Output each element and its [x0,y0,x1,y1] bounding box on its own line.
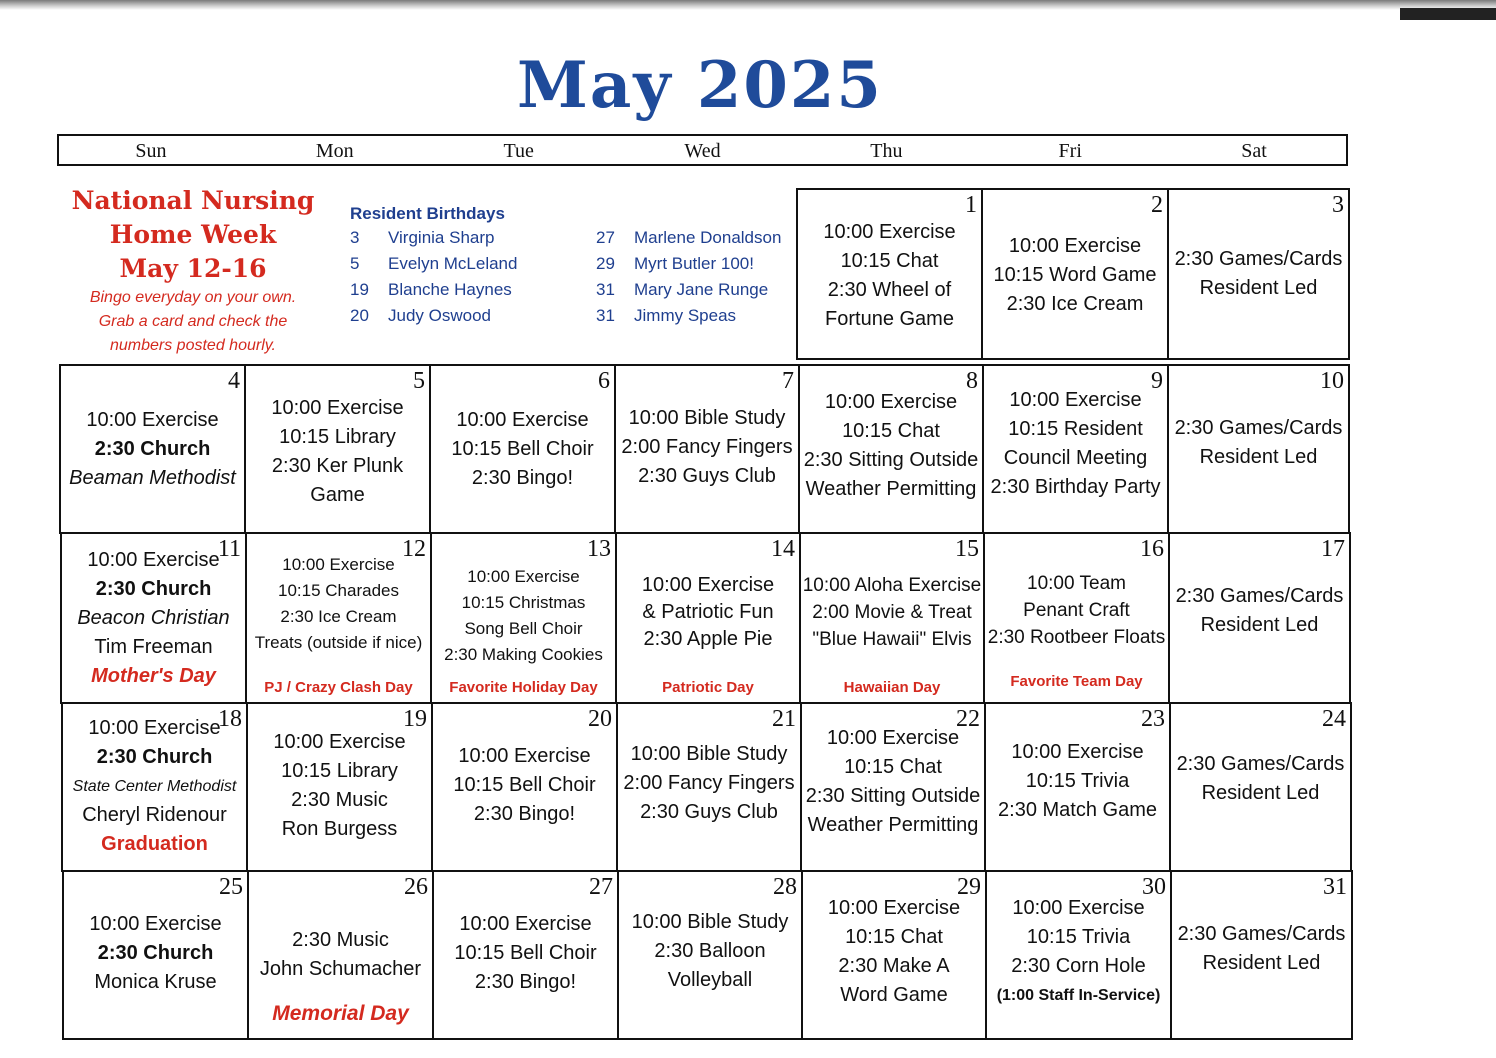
birthday-name: Judy Oswood [388,306,491,325]
event-line: 10:00 Exercise [826,727,960,749]
note-line: Grab a card and check the [98,313,288,330]
event-line: 10:00 Bible Study [631,911,789,933]
event-line: Weather Permitting [805,478,977,500]
event-line: 2:30 Church [95,578,212,600]
day-cell-31 [1170,870,1353,1040]
day-cell-23 [984,702,1171,872]
day-cell-3 [1167,188,1350,360]
day-events [617,572,799,653]
event-line: Tim Freeman [94,636,213,658]
day-events [62,546,245,691]
day-events [986,738,1169,825]
weekday-sat: Sat [1241,140,1267,162]
birthday-day: 3 [350,228,360,247]
day-events [1171,750,1350,808]
event-line: 2:30 Games/Cards [1175,585,1344,607]
birthday-entry [350,306,491,326]
birthday-day: 5 [350,254,360,273]
event-line: 2:00 Fancy Fingers [623,772,795,794]
day-cell-13 [430,532,617,704]
event-line: 2:30 Birthday Party [990,476,1161,498]
event-line: Resident Led [1199,277,1318,299]
event-line: Resident Led [1202,952,1321,974]
birthday-entry [596,228,781,248]
birthday-name: Marlene Donaldson [634,228,782,247]
theme-day-label: Patriotic Day [662,679,754,696]
event-line: 10:15 Library [281,760,398,782]
birthday-entry [350,254,517,274]
event-line: Word Game [840,984,948,1006]
event-line: 2:30 Apple Pie [643,628,773,650]
event-line: Cheryl Ridenour [82,804,227,826]
day-events [63,714,246,859]
event-line: John Schumacher [259,958,422,980]
theme-day-label: Hawaiian Day [843,679,941,696]
day-number: 24 [1322,706,1346,732]
day-number: 9 [1151,368,1163,394]
day-cell-19 [246,702,433,872]
day-cell-9 [982,364,1169,534]
event-line: 10:00 Team [1027,573,1126,594]
scan-mark [1400,8,1496,20]
event-line: 10:15 Bell Choir [453,774,596,796]
event-line: 10:00 Exercise [87,549,220,571]
birthday-entry [596,254,754,274]
event-line: Beaman Methodist [69,467,236,489]
day-events [1169,245,1348,303]
holiday-label: Mother's Day [91,665,216,687]
banner-line: May 12-16 [119,254,267,283]
event-line: 10:00 Exercise [467,567,580,586]
day-events [434,910,617,997]
event-line: 10:15 Resident [1008,418,1143,440]
day-events [802,724,984,840]
birthday-name: Virginia Sharp [388,228,495,247]
event-line: 10:15 Chat [842,420,940,442]
theme-day-label: Favorite Holiday Day [449,679,598,696]
event-line: 2:30 Games/Cards [1174,417,1343,439]
event-line: 2:30 Wheel of [827,279,952,301]
event-line: 2:30 Guys Club [640,801,778,823]
day-events [246,394,429,510]
banner-line: Home Week [109,220,277,249]
event-line: 2:30 Music [292,929,389,951]
event-line: 2:30 Ice Cream [1006,293,1144,315]
day-cell-28 [617,870,803,1040]
event-line: 10:00 Exercise [641,574,775,596]
intro-block [58,180,796,360]
day-number: 23 [1141,706,1165,732]
day-number: 7 [782,368,794,394]
birthday-day: 31 [596,306,615,325]
day-number: 11 [217,536,241,562]
event-line: 10:00 Exercise [273,731,406,753]
day-cell-27 [432,870,619,1040]
event-line: 10:00 Exercise [1011,741,1144,763]
event-line: Ron Burgess [281,818,398,840]
event-line: Game [310,484,365,506]
event-line: 2:30 Church [94,438,211,460]
event-line: 2:30 Games/Cards [1177,923,1346,945]
day-number: 18 [218,706,242,732]
birthday-entry [350,280,512,300]
birthdays-title: Resident Birthdays [350,204,505,223]
day-events [431,406,614,493]
theme-day-label: PJ / Crazy Clash Day [264,679,413,696]
birthday-entry [596,306,736,326]
day-events [985,570,1168,651]
day-events [800,388,982,504]
event-line: "Blue Hawaii" Elvis [812,629,972,650]
day-cell-18 [61,702,248,872]
event-line: 2:30 Balloon [654,940,766,962]
calendar-title: May 2025 [517,48,883,123]
event-line: 10:00 Exercise [1009,389,1142,411]
holiday-label: Graduation [101,833,208,855]
day-cell-17 [1168,532,1351,704]
event-line: 2:30 Guys Club [638,465,776,487]
event-line: 10:00 Bible Study [628,407,786,429]
day-events [433,742,616,829]
event-line: 2:30 Church [96,746,213,768]
day-cell-8 [798,364,984,534]
day-cell-30 [985,870,1172,1040]
day-cell-25 [62,870,249,1040]
event-line: 2:30 Make A [838,955,950,977]
birthday-name: Evelyn McLeland [388,254,518,273]
birthday-day: 29 [596,254,615,273]
event-line: 10:00 Aloha Exercise [802,575,982,596]
day-number: 1 [965,192,977,218]
day-cell-1 [796,188,983,360]
day-number: 15 [955,536,979,562]
day-number: 4 [228,368,240,394]
event-line: Song Bell Choir [464,619,583,638]
day-cell-2 [981,188,1169,360]
day-events [984,386,1167,502]
day-cell-22 [800,702,986,872]
birthday-day: 20 [350,306,369,325]
day-events [983,232,1167,319]
weekday-fri: Fri [1058,140,1082,162]
day-number: 31 [1323,874,1347,900]
banner-line: National Nursing [71,186,315,215]
day-number: 6 [598,368,610,394]
birthday-entry [596,280,768,300]
day-cell-16 [983,532,1170,704]
event-line: 10:15 Chat [844,756,942,778]
event-line: Volleyball [667,969,753,991]
day-number: 5 [413,368,425,394]
day-events [247,552,430,656]
theme-day-label: Favorite Team Day [1010,673,1143,690]
day-events [249,926,432,984]
day-events [432,564,615,668]
day-events [616,404,798,491]
day-number: 17 [1321,536,1345,562]
event-line: 10:15 Trivia [1025,770,1130,792]
event-line: 10:15 Chat [845,926,943,948]
event-line: 10:00 Bible Study [630,743,788,765]
event-line: 10:00 Exercise [282,555,395,574]
event-line: 10:15 Bell Choir [451,438,594,460]
day-events [64,910,247,997]
weekday-wed: Wed [684,140,721,162]
event-line: Resident Led [1200,614,1319,636]
day-events [1170,582,1349,640]
weekday-thu: Thu [870,140,903,162]
bingo-note [68,286,318,358]
event-line: 2:30 Music [291,789,388,811]
day-number: 20 [588,706,612,732]
weekday-header [57,134,1348,166]
day-events [798,218,981,334]
birthday-day: 19 [350,280,369,299]
event-line: 10:00 Exercise [456,409,589,431]
day-cell-12 [245,532,432,704]
event-line: 10:00 Exercise [1008,235,1142,257]
event-line: 10:15 Christmas [461,593,586,612]
event-line: 2:00 Fancy Fingers [621,436,793,458]
day-cell-5 [244,364,431,534]
event-line: 2:30 Corn Hole [1011,955,1146,977]
event-line: 2:30 Sitting Outside [805,785,981,807]
day-number: 3 [1332,192,1344,218]
event-line: 2:30 Sitting Outside [803,449,979,471]
event-line: 2:30 Church [97,942,214,964]
event-line: 10:00 Exercise [823,221,956,243]
event-line: Weather Permitting [807,814,979,836]
event-line: 2:30 Bingo! [471,467,574,489]
nursing-home-week-banner [68,184,318,286]
day-number: 12 [402,536,426,562]
event-line: 10:00 Exercise [271,397,404,419]
event-line: Fortune Game [825,308,954,330]
event-line: Beacon Christian [77,607,230,629]
day-number: 27 [589,874,613,900]
birthday-name: Jimmy Speas [634,306,737,325]
day-cell-29 [801,870,987,1040]
event-line: 10:15 Charades [278,581,399,600]
day-events [618,740,800,827]
day-cell-24 [1169,702,1352,872]
event-line: 10:00 Exercise [1012,897,1145,919]
weekday-mon: Mon [315,140,354,162]
day-number: 2 [1151,192,1163,218]
event-line: 10:00 Exercise [89,913,222,935]
day-events [61,406,244,493]
event-line: 2:30 Rootbeer Floats [987,627,1166,648]
day-number: 13 [587,536,611,562]
day-number: 25 [219,874,243,900]
birthday-name: Blanche Haynes [388,280,512,299]
day-number: 14 [771,536,795,562]
event-line: 2:30 Games/Cards [1176,753,1345,775]
day-cell-20 [431,702,618,872]
day-cell-14 [615,532,801,704]
event-line: 2:30 Ker Plunk [271,455,404,477]
weekday-sun: Sun [135,140,167,162]
birthday-day: 27 [596,228,615,247]
event-line: Resident Led [1199,446,1318,468]
day-events [248,728,431,844]
day-number: 8 [966,368,978,394]
birthday-day: 31 [596,280,615,299]
event-line: 10:15 Chat [840,250,939,272]
event-line: 10:00 Exercise [88,717,221,739]
event-line: 2:30 Games/Cards [1174,248,1343,270]
event-line: 2:30 Match Game [998,799,1157,821]
holiday-label: Memorial Day [272,1002,409,1025]
day-cell-11 [60,532,247,704]
event-line: 10:00 Exercise [459,913,592,935]
day-number: 29 [957,874,981,900]
day-cell-4 [59,364,246,534]
day-number: 28 [773,874,797,900]
day-events [1172,920,1351,978]
event-line: 10:15 Trivia [1026,926,1131,948]
day-cell-6 [429,364,616,534]
event-line: 10:00 Exercise [824,391,958,413]
event-line: 2:30 Making Cookies [444,645,603,664]
event-line: 2:30 Bingo! [473,803,576,825]
day-number: 19 [403,706,427,732]
event-line: 10:00 Exercise [86,409,219,431]
day-number: 26 [404,874,428,900]
birthday-entry [350,228,494,248]
day-events [803,894,985,1010]
day-cell-15 [799,532,985,704]
event-line: Penant Craft [1023,600,1130,621]
event-line: 10:15 Word Game [993,264,1157,286]
day-number: 10 [1320,368,1344,394]
event-line: 10:00 Exercise [827,897,961,919]
day-events [801,572,983,653]
day-number: 22 [956,706,980,732]
day-events [619,908,801,995]
note-line: Bingo everyday on your own. [89,289,297,306]
day-number: 30 [1142,874,1166,900]
day-events [987,894,1170,1010]
event-line: (1:00 Staff In-Service) [996,987,1161,1004]
event-line: 10:15 Library [279,426,396,448]
event-line: 2:30 Ice Cream [280,607,397,626]
event-line: State Center Methodist [72,778,237,795]
event-line: 2:00 Movie & Treat [812,602,972,623]
event-line: Council Meeting [1003,447,1148,469]
weekday-tue: Tue [503,140,534,162]
day-number: 21 [772,706,796,732]
birthday-name: Mary Jane Runge [634,280,769,299]
birthday-name: Myrt Butler 100! [634,254,754,273]
day-events [1169,414,1348,472]
event-line: Resident Led [1201,782,1320,804]
day-cell-26 [247,870,434,1040]
event-line: Monica Kruse [94,971,217,993]
event-line: & Patriotic Fun [642,601,774,623]
day-cell-7 [614,364,800,534]
day-cell-21 [616,702,802,872]
day-number: 16 [1140,536,1164,562]
note-line: numbers posted hourly. [109,337,276,354]
scan-edge [0,0,1496,10]
day-cell-10 [1167,364,1350,534]
event-line: 2:30 Bingo! [474,971,577,993]
event-line: Treats (outside if nice) [254,633,423,652]
event-line: 10:00 Exercise [458,745,591,767]
event-line: 10:15 Bell Choir [454,942,597,964]
